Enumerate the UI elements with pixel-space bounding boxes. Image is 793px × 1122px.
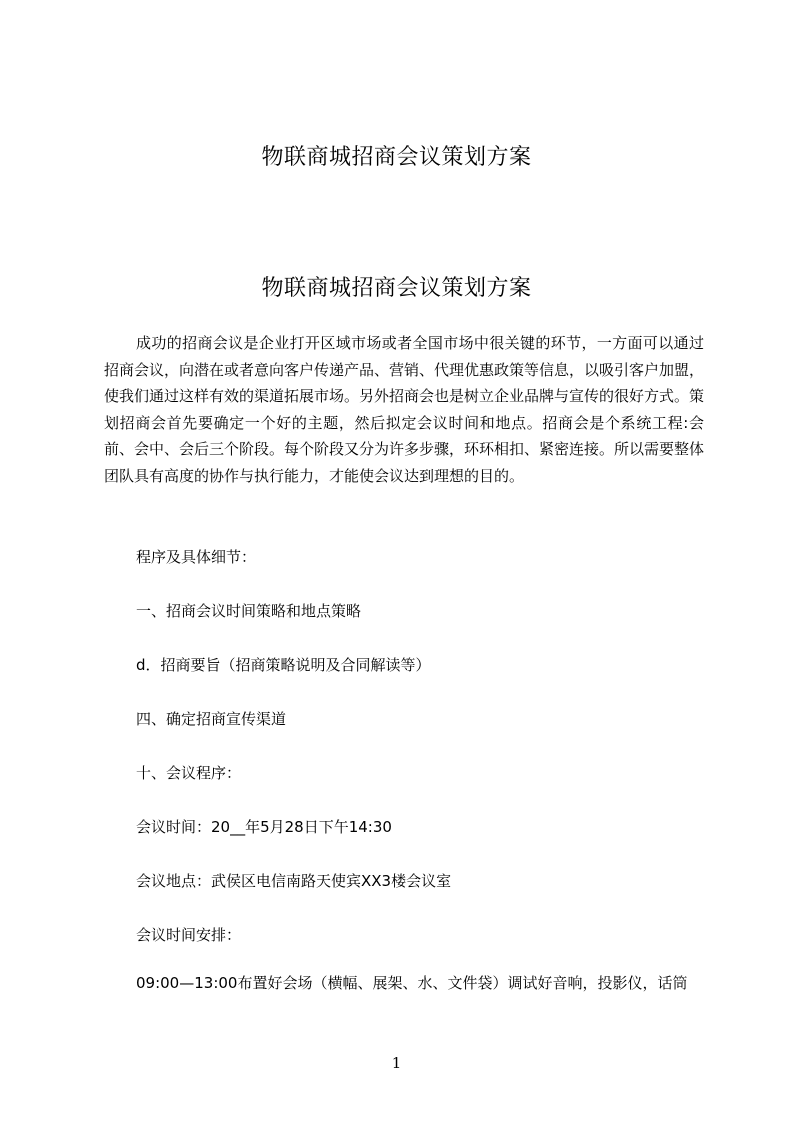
meeting-place-text: 会议地点：武侯区电信南路天使宾XX3楼会议室 xyxy=(136,872,452,890)
document-title: 物联商城招商会议策划方案 xyxy=(261,276,532,301)
procedure-heading: 程序及具体细节： xyxy=(136,548,257,566)
section-ten-heading: 十、会议程序： xyxy=(136,764,242,782)
meeting-time-text: 会议时间：20__年5月28日下午14:30 xyxy=(136,818,392,836)
schedule-label: 会议时间安排： xyxy=(136,926,242,944)
schedule-item-text: 09:00—13:00布置好会场（横幅、展架、水、文件袋）调试好音响，投影仪，话筒 xyxy=(136,974,688,992)
section-four-heading: 四、确定招商宣传渠道 xyxy=(136,710,287,728)
intro-paragraph: 成功的招商会议是企业打开区域市场或者全国市场中很关键的环节，一方面可以通过招商会议，向潜在或者意向客户传递产品、营销、代理优惠政策等信息，以吸引客户加盟，使我们通过这样有效的渠道拓展市场。另外招商会也是树立企业品牌与宣传的很好方式。策划招商会首先要确定一个好的主题，然后拟定会议时间和地点。招商会是个系统工程:会前、会中、会后三个阶段。每个阶段又分为许多步骤，环环相扣、紧密连接。所以需要整体团队具有高度的协作与执行能力，才能使会议达到理想的目的。 xyxy=(104,334,705,485)
page-number: 1 xyxy=(391,1054,402,1072)
item-d-text: d．招商要旨（招商策略说明及合同解读等） xyxy=(136,656,431,674)
page-header-title: 物联商城招商会议策划方案 xyxy=(261,145,532,170)
section-one-heading: 一、招商会议时间策略和地点策略 xyxy=(136,602,362,620)
